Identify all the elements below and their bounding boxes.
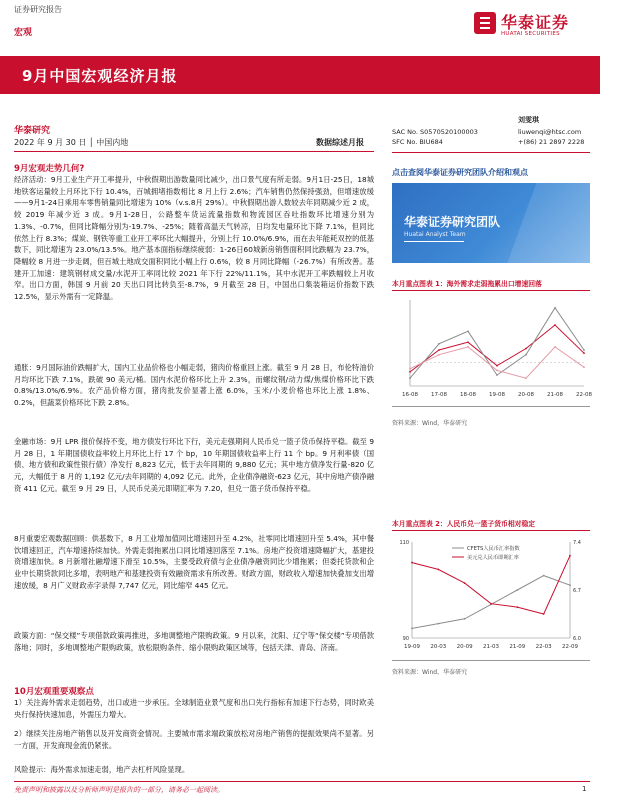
- logo-text-en: HUATAI SECURITIES: [501, 31, 560, 37]
- data-point: [438, 349, 440, 351]
- chart-1-rule: [392, 290, 590, 291]
- team-promo-banner[interactable]: [392, 183, 590, 263]
- series-line-1: [412, 576, 570, 629]
- data-point: [516, 589, 518, 591]
- data-point: [438, 343, 440, 345]
- section-heading-watchpoints: 10月宏观重要观察点: [14, 687, 94, 697]
- data-point: [437, 623, 439, 625]
- team-promo-link[interactable]: 点击查阅华泰证券研究团队介绍和观点: [392, 168, 528, 177]
- data-point: [525, 354, 527, 356]
- data-point: [569, 555, 571, 557]
- research-label: 华泰研究: [14, 126, 51, 136]
- chart-2-source: 资料来源：Wind，华泰研究: [392, 669, 468, 676]
- data-point: [411, 562, 413, 564]
- section-tag: 宏观: [14, 28, 33, 38]
- data-point: [467, 330, 469, 332]
- data-point: [490, 603, 492, 605]
- data-point: [438, 354, 440, 356]
- chart-1-bottom-rule: [392, 406, 590, 407]
- x-tick-label: 21-08: [547, 392, 563, 398]
- data-point: [583, 349, 585, 351]
- data-point: [496, 374, 498, 376]
- report-type: 数据综述月报: [316, 138, 364, 147]
- data-point: [437, 569, 439, 571]
- data-point: [467, 346, 469, 348]
- x-tick-label: 18-08: [460, 392, 476, 398]
- x-tick-label: 20-09: [456, 644, 473, 650]
- analyst-sac: SAC No. S0570520100003: [392, 128, 478, 136]
- title-banner: [0, 56, 600, 94]
- footer-divider: [14, 781, 590, 782]
- data-point: [409, 368, 411, 370]
- legend-label: 美元兑人民币即期汇率: [467, 555, 519, 561]
- paragraph-inflation: 通胀：9月国际油价跌幅扩大，国内工业品价格也小幅走弱，猪肉价格重回上涨。截至 9 月 28 日，布伦特油价月均环比下跌 7.1%，跌破 90 美元/桶。国内水泥价格环比上升 2.3%，而螺纹钢/动力煤/焦煤价格环比下跌 0.8%/13.0%/6.9%。农产品价格方面，猪肉批发价显著上涨 6.0%，玉米/小麦价格也环比上涨 1.8%、0.2%，但蔬菜价格环比下跌 2.8%。: [14, 363, 374, 408]
- report-category: 证券研究报告: [14, 5, 62, 14]
- report-title: 9月中国宏观经济月报: [22, 67, 178, 85]
- chart-2-bottom-rule: [392, 660, 590, 661]
- y-tick-label-left: 110: [399, 540, 409, 546]
- x-tick-label: 19-09: [404, 644, 420, 650]
- series-line-2: [410, 308, 584, 378]
- y-tick-label-right: 7.4: [573, 540, 581, 546]
- chart-2-rule: [392, 530, 590, 531]
- data-point: [464, 582, 466, 584]
- paragraph-august-review: 8月重要宏观数据回顾：供基数下，8 月工业增加值同比增速回升至 4.2%，社零同比增速回升至 5.4%，其中餐饮增速回正，汽车增速持续加快。外需走弱拖累出口同比增速回落至 7.1%。房地产投资增速降幅扩大，基建投资增速加快。8 月新增社融增速下滑至 10.5%，主要受政府债与企业债净融资同比少增拖累；但委托贷款和企业中长期贷款同比多增，表明地产和基建投资有效融资需求有所改善。财政方面，财政收入增速加快叠加支出增速放缓，8 月广义财政赤字录得 7,747 亿元，同比缩窄 445 亿元。: [14, 534, 374, 590]
- chart-1-export-growth: [392, 294, 590, 404]
- x-tick-label: 22-03: [535, 644, 552, 650]
- data-point: [409, 377, 411, 379]
- data-point: [554, 307, 556, 309]
- paragraph-economic-activity: 经济活动：9月工业生产开工率提升，中秋假期出游数量同比减少，出口景气度有所走弱。9月1日-25日，18城地铁客运量较上月环比下行 10.4%，百城拥堵指数相比 8 月上行 2.6%；汽车销售仍然保持强劲，但增速放缓——9月1-24日乘用车零售销量同比增速为 10%（v.s.8月 29%）。中秋假期出游人数较去年同期减少近 2 成，较 2019 年减少近 3 成。9月1-28日，公路整车货运流量指数和物流园区吞吐指数环比增速分别为 1.3%、-0.7%，但同比降幅分别为-19.7%、-25%；随着高温天气转凉，日均发电量环比下降 7.1%，但同比依然上行 8.3%；煤炭、钢铁等重工业开工率环比大幅提升，分别上行 10.0%/6.9%，而在去年能耗双控的低基数下，同比增速为 23.0%/13.5%。地产基本面指标继续疲弱：1-26日60城新房销售面积同比跌幅为 23.7%，降幅较 8 月进一步走阔，但百城土地成交面积同比小幅上行 0.6%，较 8 月同比降幅（-26.7%）有所改善。基建开工加速：建筑钢材成交量/水泥开工率同比较 2021 年下行 22%/11.1%，其中水泥开工率跌幅较上月收窄。出口方面，韩国 9 月前 20 天出口同比转负至-8.7%，9 月截至 28 日，中国出口集装箱运价指数下跌 12.5%，显示外需有一定降温。: [14, 175, 374, 302]
- chart-2-rmb-index: [392, 534, 590, 658]
- section-heading-trend: 9月宏观走势几何?: [14, 164, 85, 174]
- data-point: [543, 613, 545, 615]
- promo-title-cn: 华泰证券研究团队: [404, 215, 501, 229]
- x-tick-label: 21-09: [509, 644, 526, 650]
- y-tick-label-right: 6.0: [573, 636, 581, 642]
- data-point: [411, 628, 413, 630]
- paragraph-policy: 政策方面：“保交楼”专项借款政策再推进，多地调整地产限购政策。9 月以来，沈阳、辽宁等“保交楼”专项借款落地；同时，多地调整地产限购政策，放松限购条件、缩小限购政策区域等，包括天津、青岛、济南。: [14, 631, 374, 652]
- x-tick-label: 20-08: [518, 392, 534, 398]
- page-number: 1: [582, 785, 587, 793]
- data-point: [583, 366, 585, 368]
- analyst-sfc: SFC No. BIU684: [392, 138, 443, 146]
- watchpoint-2: 2）继续关注房地产销售以及开发商资金情况。主要城市需求端政策放松对房地产销售的提振效果尚不显著。另一方面，开发商现金流仍紧张。: [14, 729, 374, 750]
- promo-divider: [404, 241, 464, 242]
- data-point: [583, 352, 585, 354]
- huatai-logo: [474, 10, 592, 42]
- data-point: [467, 341, 469, 343]
- data-point: [516, 606, 518, 608]
- data-point: [409, 371, 411, 373]
- analyst-phone: +(86) 21 2897 2228: [518, 138, 585, 146]
- x-tick-label: 21-03: [483, 644, 499, 650]
- logo-text-cn: 华泰证券: [501, 13, 570, 32]
- data-point: [543, 575, 545, 577]
- data-point: [525, 348, 527, 350]
- analyst-name: 刘雯琪: [518, 116, 539, 124]
- chart-1-source: 资料来源：Wind，华泰研究: [392, 420, 468, 427]
- footer-disclaimer[interactable]: 免责声明和披露以及分析师声明是报告的一部分，请务必一起阅读。: [14, 786, 224, 794]
- x-tick-label: 20-03: [430, 644, 447, 650]
- y-tick-label-left: 90: [402, 636, 409, 642]
- chart-2-title: 本月重点图表 2：人民币兑一篮子货币相对稳定: [392, 520, 536, 528]
- legend-label: CFETS人民币汇率指数: [467, 546, 520, 552]
- logo-mark-icon: [474, 12, 496, 34]
- data-point: [496, 369, 498, 371]
- analyst-row: [392, 128, 590, 137]
- y-tick-label-right: 6.7: [573, 588, 581, 594]
- x-tick-label: 22-08: [576, 392, 592, 398]
- x-tick-label: 17-08: [431, 392, 447, 398]
- x-tick-label: 19-08: [489, 392, 505, 398]
- data-point: [554, 324, 556, 326]
- analyst-email[interactable]: liuwenqi@htsc.com: [518, 128, 582, 136]
- paragraph-financial-markets: 金融市场：9月 LPR 报价保持不变，地方债发行环比下行，美元走强期间人民币兑一篮子货币保持平稳。截至 9 月 28 日，1 年期国债收益率较上月环比上行 17 个 bp，10 年期国债收益率上行 11 个 bp。9 月利率债（国债、地方债和政策性银行债）净发行 8,823 亿元，低于去年同期的 9,880 亿元；其中地方债净发行量-820 亿元，大幅低于 8 月的 1,192 亿元/去年同期的 4,092 亿元。此外，企业债净融资-623 亿元，其中房地产债净融资 411 亿元。截至 9 月 29 日，人民币兑美元即期汇率为 7.20，但兑一篮子货币保持平稳。: [14, 437, 374, 493]
- promo-title-en: Huatai Analyst Team: [404, 231, 466, 238]
- data-point: [496, 365, 498, 367]
- analyst-divider: [392, 152, 590, 153]
- risk-warning: 风险提示：海外需求加速走弱，地产去杠杆风险显现。: [14, 765, 190, 774]
- analyst-row: [392, 138, 590, 147]
- date-region: 2022 年 9 月 30 日 │ 中国内地: [14, 138, 129, 147]
- data-point: [464, 618, 466, 620]
- x-tick-label: 22-09: [562, 644, 578, 650]
- x-tick-label: 16-08: [402, 392, 418, 398]
- watchpoint-1: 1）关注海外需求走弱趋势，出口或进一步承压。全球制造业景气度和出口先行指标有加速下行态势，同时欧美央行保持快速加息，外需压力增大。: [14, 698, 374, 719]
- data-point: [525, 377, 527, 379]
- data-point: [554, 346, 556, 348]
- meta-divider: [14, 151, 374, 152]
- data-point: [569, 584, 571, 586]
- chart-1-title: 本月重点图表 1：海外需求走弱拖累出口增速回落: [392, 280, 542, 288]
